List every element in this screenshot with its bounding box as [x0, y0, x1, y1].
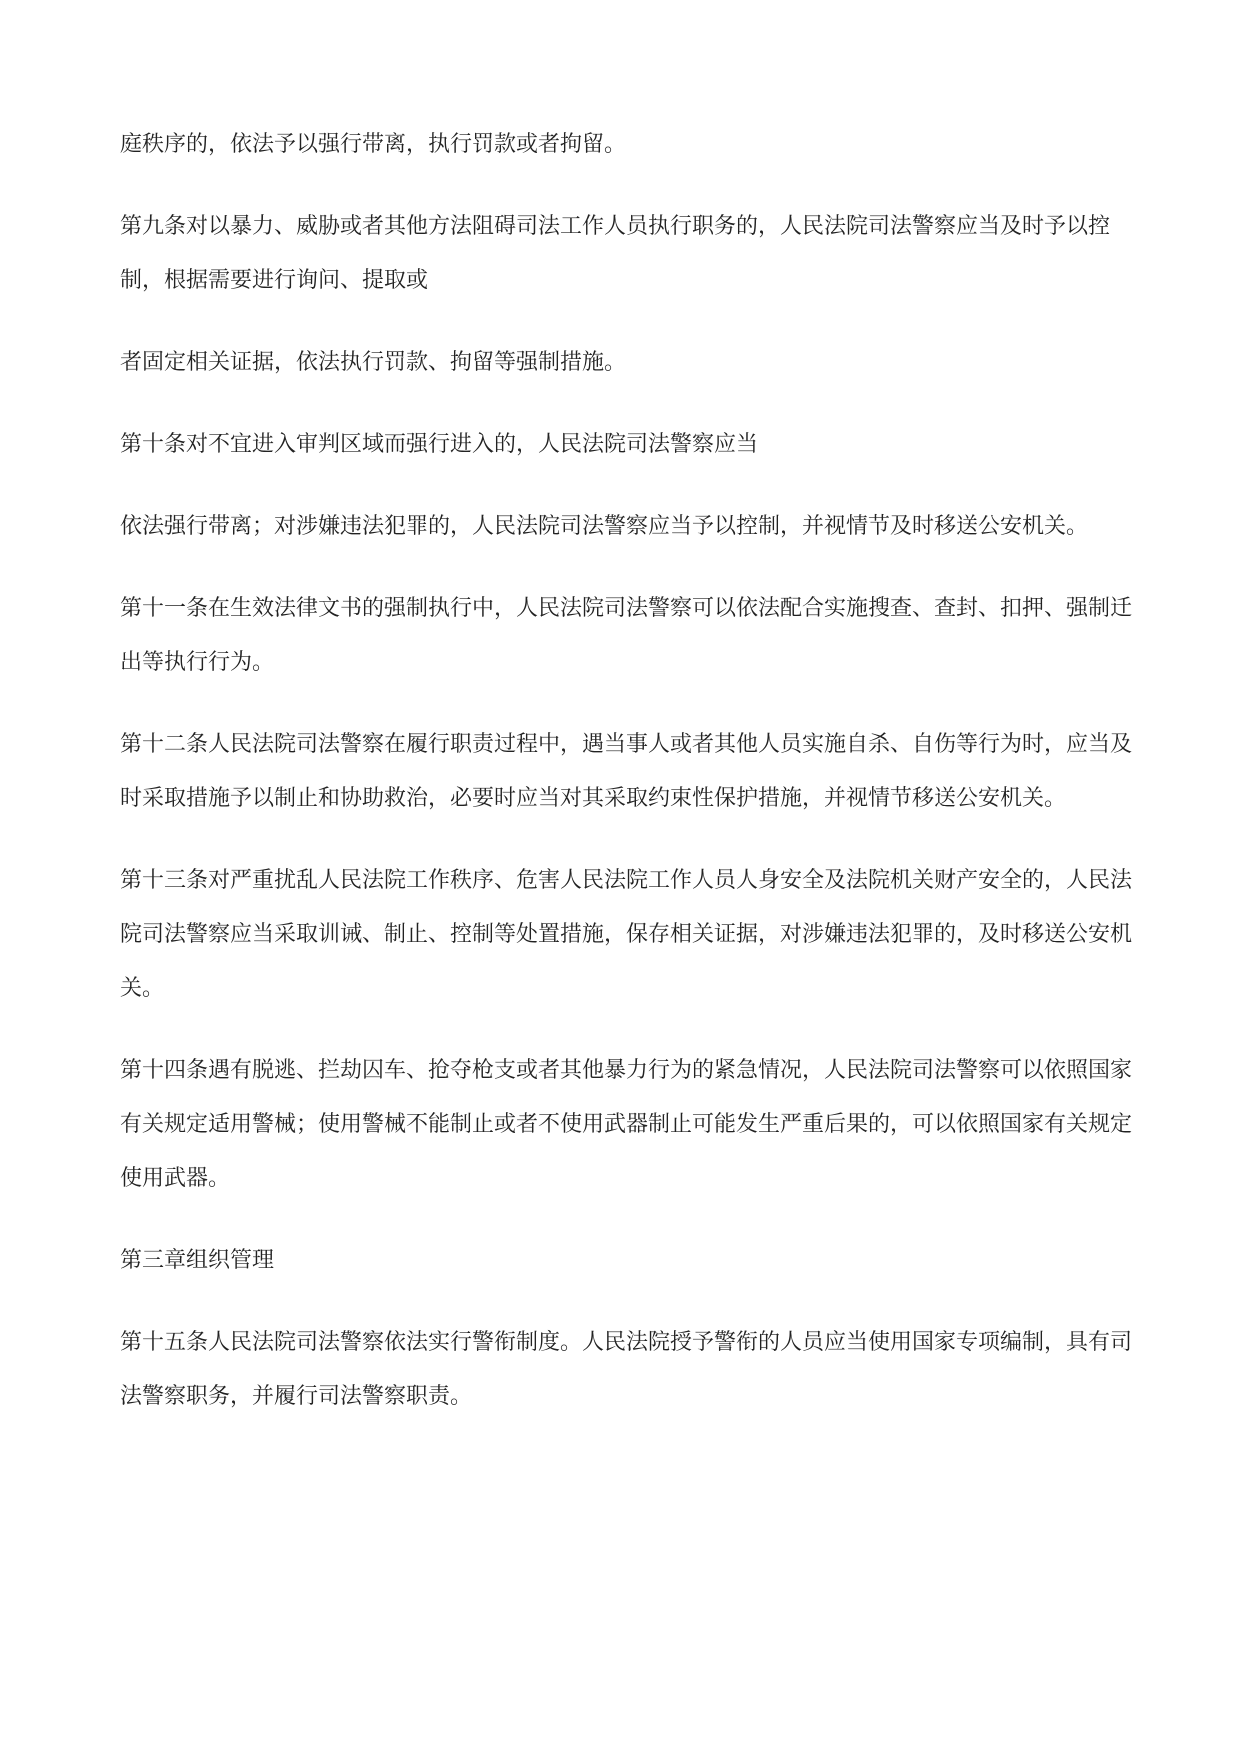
paragraph-article-14: 第十四条遇有脱逃、拦劫囚车、抢夺枪支或者其他暴力行为的紧急情况，人民法院司法警察可以依照国家有关规定适用警械；使用警械不能制止或者不使用武器制止可能发生严重后果的，可以依照国家有关规定使用武器。 [120, 1058, 1133, 1191]
paragraph-article-10: 第十条对不宜进入审判区域而强行进入的，人民法院司法警察应当 [120, 432, 759, 457]
document-body [120, 118, 1132, 1452]
paragraph-continuation: 庭秩序的，依法予以强行带离，执行罚款或者拘留。 [120, 132, 627, 157]
paragraph-article-10-continued: 依法强行带离；对涉嫌违法犯罪的，人民法院司法警察应当予以控制，并视情节及时移送公安机关。 [120, 514, 1089, 539]
paragraph-article-9-continued: 者固定相关证据，依法执行罚款、拘留等强制措施。 [120, 350, 627, 375]
chapter-heading: 第三章组织管理 [120, 1248, 275, 1273]
paragraph-article-12: 第十二条人民法院司法警察在履行职责过程中，遇当事人或者其他人员实施自杀、自伤等行为时，应当及时采取措施予以制止和协助救治，必要时应当对其采取约束性保护措施，并视情节移送公安机关。 [120, 732, 1133, 811]
paragraph-article-11: 第十一条在生效法律文书的强制执行中，人民法院司法警察可以依法配合实施搜查、查封、扣押、强制迁出等执行行为。 [120, 596, 1133, 675]
paragraph-article-9: 第九条对以暴力、威胁或者其他方法阻碍司法工作人员执行职务的，人民法院司法警察应当及时予以控制，根据需要进行询问、提取或 [120, 214, 1111, 293]
paragraph-article-13: 第十三条对严重扰乱人民法院工作秩序、危害人民法院工作人员人身安全及法院机关财产安全的，人民法院司法警察应当采取训诫、制止、控制等处置措施，保存相关证据，对涉嫌违法犯罪的，及时移送公安机关。 [120, 868, 1133, 1001]
paragraph-article-15: 第十五条人民法院司法警察依法实行警衔制度。人民法院授予警衔的人员应当使用国家专项编制，具有司法警察职务，并履行司法警察职责。 [120, 1330, 1133, 1409]
